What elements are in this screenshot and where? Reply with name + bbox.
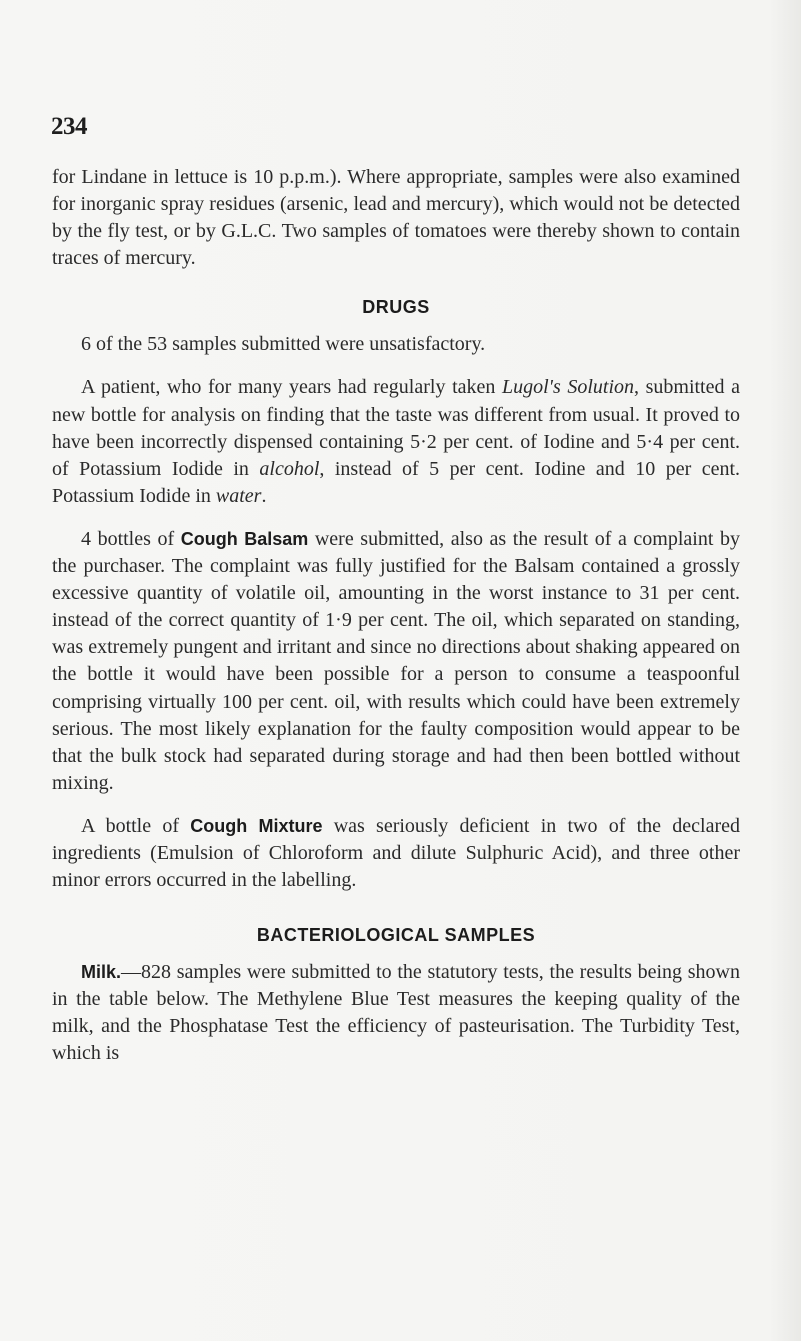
paragraph-milk bbox=[52, 959, 740, 1067]
paragraph-cough-balsam bbox=[52, 526, 740, 797]
section-heading-bacteriological: BACTERIOLOGICAL SAMPLES bbox=[256, 925, 536, 946]
alcohol-term: alcohol bbox=[259, 457, 320, 480]
balsam-text-1: 4 bottles of bbox=[81, 527, 181, 550]
lugol-solution-term: Lugol's Solution bbox=[501, 376, 634, 399]
section-heading-drugs: DRUGS bbox=[362, 297, 430, 318]
paragraph-lugol bbox=[52, 374, 740, 509]
paragraph-lindane: for Lindane in lettuce is 10 p.p.m.). Where appropriate, samples were also examined for inorganic spray residues (arsenic, lead and mercury), which would not be detected by the fly test, or by G.L.C. Two samples of tomatoes were thereby shown to contain traces of mercury. bbox=[52, 166, 740, 270]
mixture-text-1: A bottle of bbox=[81, 814, 191, 837]
page-content bbox=[52, 164, 740, 1068]
paragraph-drugs-intro: 6 of the 53 samples submitted were unsatisfactory. bbox=[81, 333, 486, 356]
page-number: 234 bbox=[51, 113, 87, 140]
lugol-text-3: , instead of 5 per cent. Iodine and 10 per cent. Potassium Iodide in bbox=[52, 457, 741, 507]
lugol-text-2: , submitted a new bottle for analysis on finding that the taste was different from usual. It proved to have been incorrectly dispensed containing 5·2 per cent. of Iodine and 5·4 per cent. of Potassium Iodide in bbox=[52, 376, 740, 480]
lugol-text-1: A patient, who for many years had regularly taken bbox=[81, 376, 502, 399]
mixture-text-2: was seriously deficient in two of the declared ingredients (Emulsion of Chloroform and dilute Sulphuric Acid), and three other minor errors occurred in the labelling. bbox=[52, 814, 741, 892]
water-term: water bbox=[215, 484, 262, 507]
cough-balsam-term: Cough Balsam bbox=[180, 528, 309, 549]
paragraph-cough-mixture bbox=[52, 813, 740, 894]
milk-run-in-heading: Milk. bbox=[81, 962, 122, 983]
milk-text: —828 samples were submitted to the statutory tests, the results being shown in the table below. The Methylene Blue Test measures the keeping quality of the milk, and the Phosphatase Test the efficiency of pasteurisation. The Turbidity Test, which is bbox=[52, 961, 740, 1065]
cough-mixture-term: Cough Mixture bbox=[190, 815, 323, 836]
lugol-text-4: . bbox=[261, 484, 267, 507]
balsam-text-2: were submitted, also as the result of a complaint by the purchaser. The complaint was fully justified for the Balsam contained a grossly excessive quantity of volatile oil, amounting in the worst instance to 31 per cent. instead of the correct quantity of 1·9 per cent. The oil, which separated on standing, was extremely pungent and irritant and since no directions about shaking appeared on the bottle it would have been possible for a person to consume a teaspoonful comprising virtually 100 per cent. oil, with results which could have been extremely serious. The most likely explanation for the faulty composition would appear to be that the bulk stock had separated during storage and had then been bottled without mixing. bbox=[52, 527, 740, 794]
